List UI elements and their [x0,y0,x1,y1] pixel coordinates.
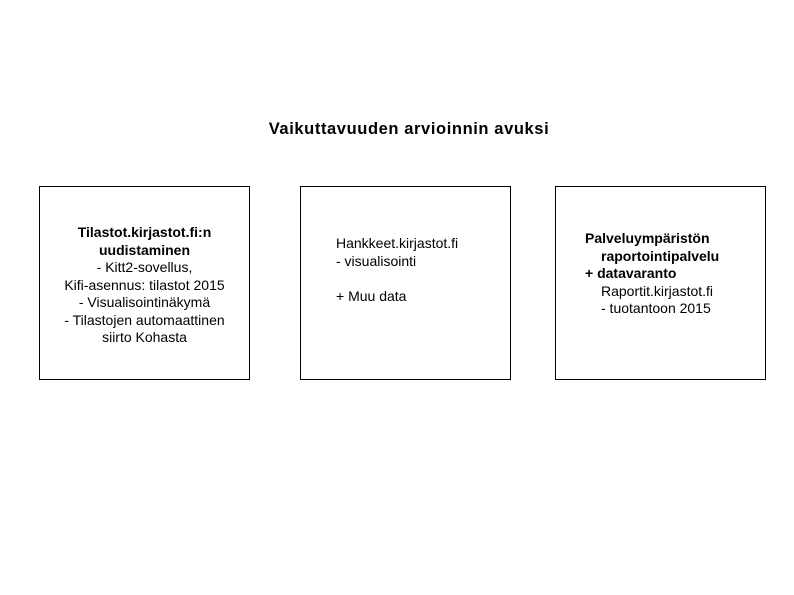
box-raportointi-heading-line-2: raportointipalvelu [601,247,720,264]
box-tilastot-line-4: - Tilastojen automaattinen [64,311,225,328]
box-tilastot-line-2: Kifi-asennus: tilastot 2015 [64,276,225,293]
box-raportointi-content [585,230,719,318]
spacer [336,270,458,288]
box-hankkeet-line-1: Hankkeet.kirjastot.fi [336,235,459,251]
box-tilastot-heading-line-2: uudistaminen [98,241,190,258]
box-tilastot-line-5: siirto Kohasta [102,329,187,345]
box-tilastot-line-3: - Visualisointinäkymä [78,294,211,310]
box-tilastot-content [40,224,249,347]
box-hankkeet-extra: + Muu data [336,287,407,304]
box-raportointi-heading-line-3: + datavaranto [585,265,677,281]
box-tilastot-line-1: - Kitt2-sovellus, [96,259,193,275]
page-title: Vaikuttavuuden arvioinnin avuksi [268,120,550,138]
box-raportointi [555,186,766,380]
box-hankkeet-content [336,235,458,305]
box-tilastot-heading-line-1: Tilastot.kirjastot.fi:n [77,224,212,240]
box-raportointi-line-1: Raportit.kirjastot.fi [601,282,714,299]
box-raportointi-line-2: - tuotantoon 2015 [601,300,711,316]
box-hankkeet [300,186,511,380]
box-tilastot [39,186,250,380]
box-raportointi-heading-line-1: Palveluympäristön [585,230,710,246]
box-hankkeet-line-2: - visualisointi [336,252,417,269]
